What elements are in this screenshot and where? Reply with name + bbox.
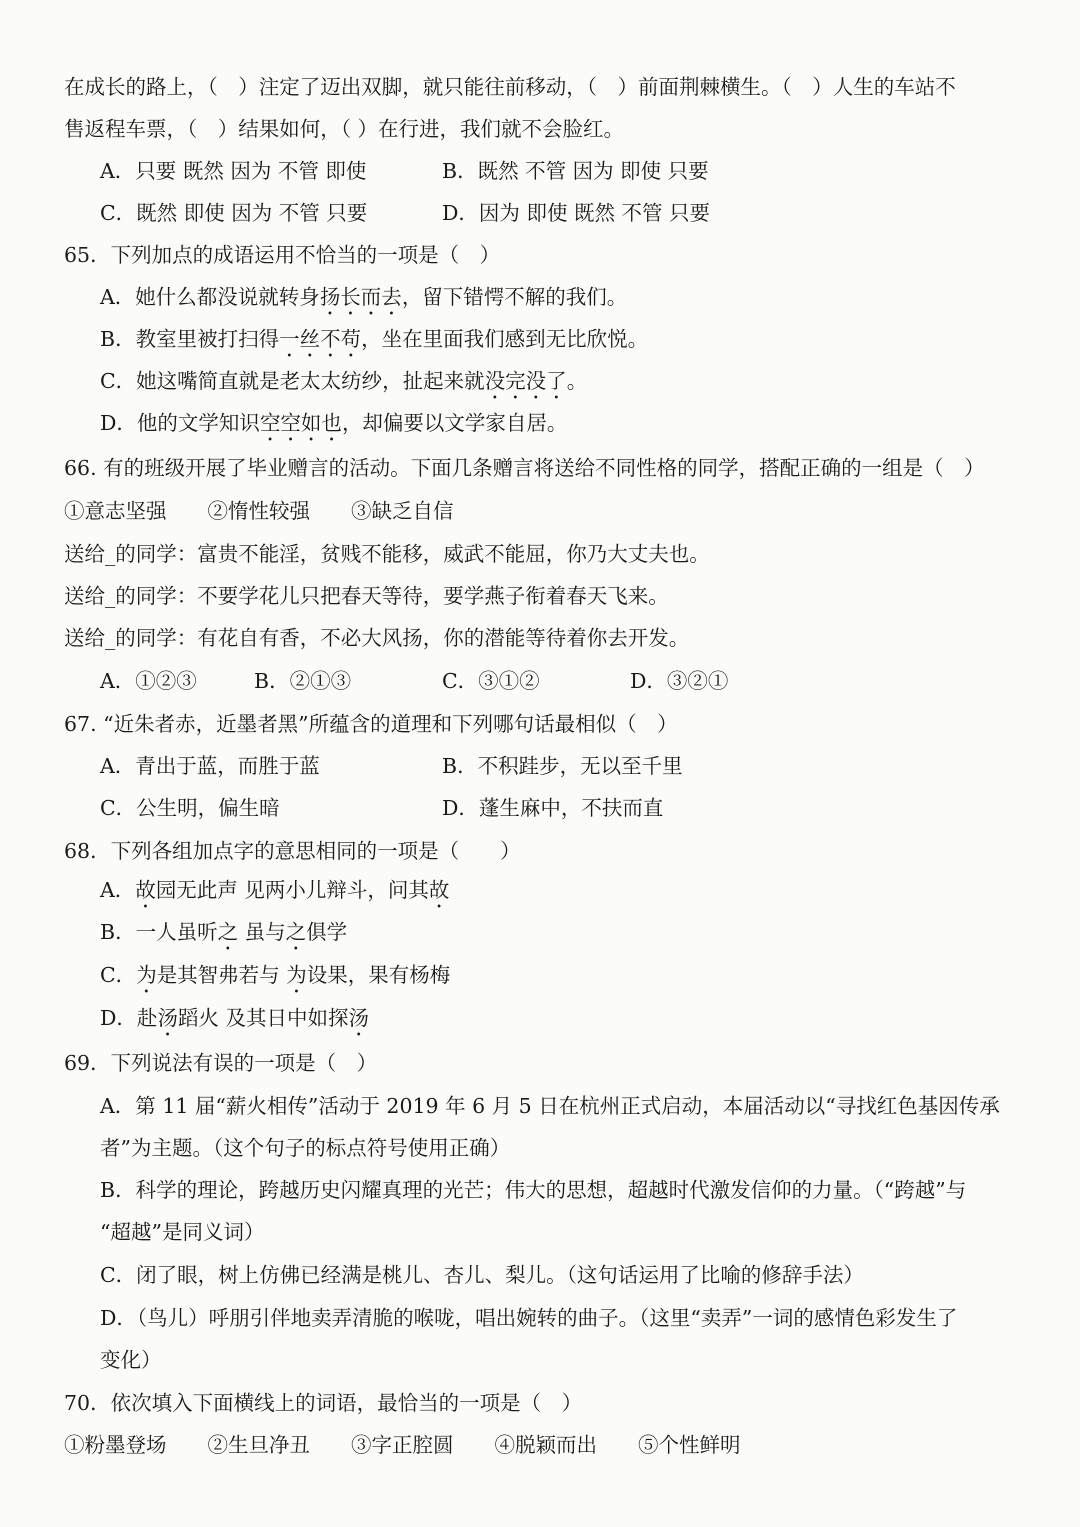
q69-option-c: C．闭了眼，树上仿佛已经满是桃儿、杏儿、梨儿。（这句话运用了比喻的修辞手法）: [100, 1263, 864, 1287]
q66-option-c: C．③①②: [442, 669, 540, 693]
dotted-char: 汤: [157, 1006, 178, 1030]
q69-stem: 69．下列说法有误的一项是（ ）: [64, 1051, 378, 1075]
q65-option-b: B．教室里被打扫得一丝不苟，坐在里面我们感到无比欣悦。: [100, 327, 649, 351]
dotted-char: 之: [285, 920, 307, 944]
q66-message-3: 送给_的同学：有花自有香，不必大风扬，你的潜能等待着你去开发。: [64, 626, 690, 650]
dotted-char: 为: [286, 963, 307, 987]
q64-option-b: B．既然 不管 因为 即使 只要: [442, 159, 709, 183]
q68-option-d: D．赴汤蹈火 及其日中如探汤: [100, 1006, 369, 1030]
dotted-char: 为: [136, 963, 157, 987]
q68-option-a: A．故园无此声 见两小儿辩斗，问其故: [100, 878, 450, 902]
q66-option-d: D．③②①: [630, 669, 729, 693]
q64-option-a: A．只要 既然 因为 不管 即使: [100, 159, 367, 183]
q68-option-b: B．一人虽听之 虽与之俱学: [100, 920, 348, 944]
q69-option-b-line1: B．科学的理论，跨越历史闪耀真理的光芒；伟大的思想，超越时代激发信仰的力量。（“跨越”与: [100, 1178, 967, 1202]
dotted-char: 之: [217, 920, 239, 944]
q66-option-b: B．②①③: [254, 669, 352, 693]
q66-stem: 66. 有的班级开展了毕业赠言的活动。下面几条赠言将送给不同性格的同学，搭配正确的一组是（ ）: [64, 456, 985, 480]
q66-traits: ①意志坚强 ②惰性较强 ③缺乏自信: [64, 499, 454, 523]
q69-option-d-line2: 变化）: [100, 1348, 162, 1372]
q69-option-a-line1: A．第 11 届“薪火相传”活动于 2019 年 6 月 5 日在杭州正式启动，本届活动以“寻找红色基因传承: [100, 1094, 1000, 1118]
q69-option-d-line1: D．（鸟儿）呼朋引伴地卖弄清脆的喉咙，唱出婉转的曲子。（这里“卖弄”一词的感情色彩发生了: [100, 1306, 958, 1330]
q66-message-2: 送给_的同学：不要学花儿只把春天等待，要学燕子衔着春天飞来。: [64, 584, 669, 608]
dotted-idiom: 扬长而去: [319, 285, 402, 309]
q67-option-a: A．青出于蓝，而胜于蓝: [100, 754, 320, 778]
q69-option-a-line2: 者”为主题。（这个句子的标点符号使用正确）: [100, 1136, 511, 1160]
dotted-idiom: 没完没了: [484, 369, 567, 393]
q67-stem: 67. “近朱者赤，近墨者黑”所蕴含的道理和下列哪句话最相似（ ）: [64, 712, 678, 736]
q67-option-c: C．公生明，偏生暗: [100, 796, 280, 820]
q69-option-b-line2: “超越”是同义词）: [100, 1220, 265, 1244]
dotted-char: 故: [428, 878, 450, 902]
dotted-idiom: 空空如也: [259, 411, 342, 435]
q65-stem: 65．下列加点的成语运用不恰当的一项是（ ）: [64, 243, 501, 267]
q64-stem-line1: 在成长的路上，（ ）注定了迈出双脚，就只能往前移动，（ ）前面荆棘横生。（ ）人生的车站不: [64, 75, 956, 99]
q66-option-a: A．①②③: [100, 669, 197, 693]
q67-option-d: D．蓬生麻中，不扶而直: [442, 796, 664, 820]
q70-stem: 70．依次填入下面横线上的词语，最恰当的一项是（ ）: [64, 1391, 583, 1415]
q68-stem: 68．下列各组加点字的意思相同的一项是（ ）: [64, 839, 521, 863]
q67-option-b: B．不积跬步，无以至千里: [442, 754, 683, 778]
dotted-char: 故: [135, 878, 156, 902]
q65-option-c: C．她这嘴简直就是老太太纺纱，扯起来就没完没了。: [100, 369, 588, 393]
q64-option-d: D．因为 即使 既然 不管 只要: [442, 201, 711, 225]
q64-option-c: C．既然 即使 因为 不管 只要: [100, 201, 368, 225]
dotted-char: 汤: [348, 1006, 369, 1030]
q70-items: ①粉墨登场 ②生旦净丑 ③字正腔圆 ④脱颖而出 ⑤个性鲜明: [64, 1433, 741, 1457]
q66-message-1: 送给_的同学：富贵不能淫，贫贱不能移，威武不能屈，你乃大丈夫也。: [64, 542, 710, 566]
q64-stem-line2: 售返程车票，（ ）结果如何，（ ）在行进，我们就不会脸红。: [64, 117, 625, 141]
q65-option-a: A．她什么都没说就转身扬长而去，留下错愕不解的我们。: [100, 285, 628, 309]
q68-option-c: C．为是其智弗若与 为设果，果有杨梅: [100, 963, 451, 987]
q65-option-d: D．他的文学知识空空如也，却偏要以文学家自居。: [100, 411, 568, 435]
dotted-idiom: 一丝不苟: [279, 327, 362, 351]
